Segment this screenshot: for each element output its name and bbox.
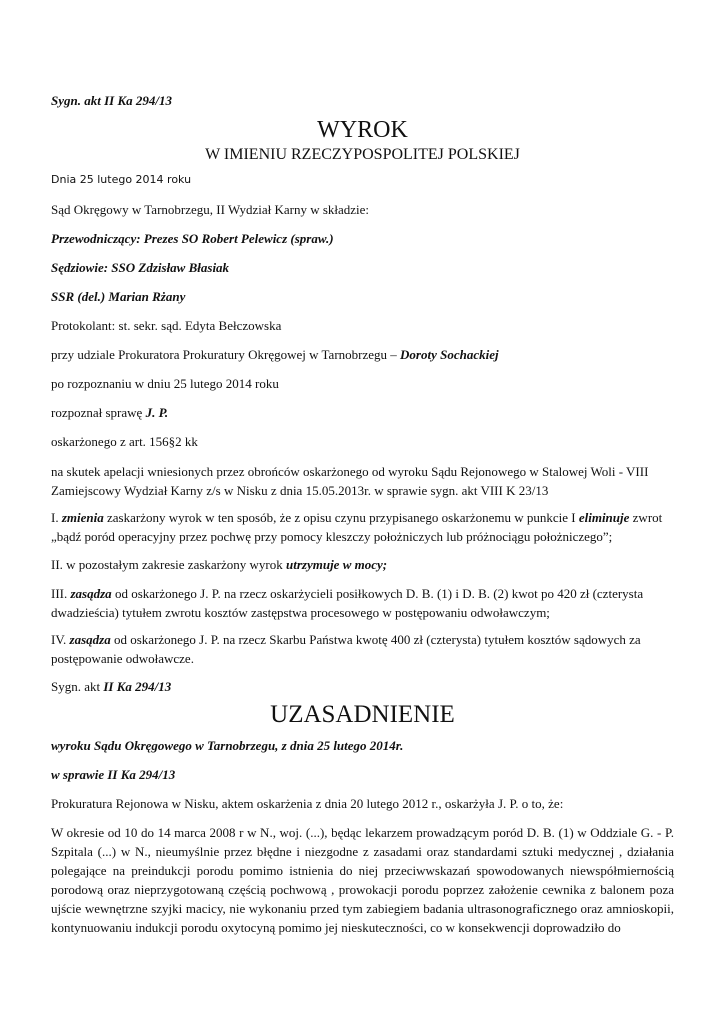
document-title: WYROK [317,117,408,143]
charge-article-line: oskarżonego z art. 156§2 kk [51,434,198,449]
point-1-verb-2: eliminuje [578,510,630,525]
verdict-point-2 [51,555,674,574]
point-2-verb: utrzymuje w mocy; [286,557,388,572]
date-line: Dnia 25 lutego 2014 roku [51,173,192,186]
appeal-paragraph: na skutek apelacji wniesionych przez obrońców oskarżonego od wyroku Sądu Rejonowego w Stalowej Woli - VIII Zamiejscowy Wydział Karny z/s w Nisku z dnia 15.05.2013r. w sprawie sygn. akt VIII K 23/13 [51,464,649,498]
point-2-text: II. w pozostałym zakresie zaskarżony wyrok [51,557,286,572]
case-name: J. P. [145,405,169,420]
point-1-number: I. [51,510,62,525]
prosecutor-line [51,345,674,364]
charge-paragraph: W okresie od 10 do 14 marca 2008 r w N., woj. (...), będąc lekarzem prowadzącym poród D. B. (1) w Oddziale G. - P. Szpitala (...) w N., nieumyślnie przez błędne i niezgodne z zasadami oraz standardami sztuki medycznej , działania polegające na preindukcji porodu pomimo istnienia do niej przeciwwskazań spowodowanych niewspółmiernością porodową oraz nieprzygotowaną częścią pochwową , prowokacji porodu poprzez założenie cewnika z balonem poza ujście wewnętrzne szyjki macicy, nie wykonaniu przed tym zabiegiem badania ultrasonograficznego oraz amnioskopii, kontynuowaniu indukcji porodu oxytocyną pomimo jej nieskuteczności, co w konsekwencji doprowadziło do [51,825,674,935]
prosecutor-prefix: przy udziale Prokuratora Prokuratury Okręgowej w Tarnobrzegu – [51,347,401,362]
verdict-point-3 [51,584,674,622]
point-4-verb: zasądza [69,632,111,647]
prosecutor-name: Doroty Sochackiej [400,347,499,362]
presiding-judge-line: Przewodniczący: Prezes SO Robert Pelewicz (spraw.) [51,231,334,246]
hearing-date-line: po rozpoznaniu w dniu 25 lutego 2014 roku [51,376,279,391]
justification-subtitle-1: wyroku Sądu Okręgowego w Tarnobrzegu, z dnia 25 lutego 2014r. [51,738,404,753]
judges-line: Sędziowie: SSO Zdzisław Błasiak [51,260,230,275]
point-3-text: od oskarżonego J. P. na rzecz oskarżycieli posiłkowych D. B. (1) i D. B. (2) kwot po 420 zł (czterysta dwadzieścia) tytułem zwrotu kosztów zastępstwa procesowego w postępowaniu odwoławczym; [51,586,644,620]
verdict-point-1 [51,508,674,546]
justification-title: UZASADNIENIE [270,701,455,728]
case-signature-top: Sygn. akt II Ka 294/13 [51,93,172,108]
signature-mid-value: II Ka 294/13 [103,679,172,694]
point-3-number: III. [51,586,71,601]
case-prefix: rozpoznał sprawę [51,405,146,420]
case-line [51,403,674,422]
court-composition-line: Sąd Okręgowy w Tarnobrzegu, II Wydział Karny w składzie: [51,202,370,217]
judge2-line: SSR (del.) Marian Rżany [51,289,186,304]
clerk-line: Protokolant: st. sekr. sąd. Edyta Bełczowska [51,318,282,333]
justification-subtitle-2: w sprawie II Ka 294/13 [51,767,176,782]
verdict-point-4 [51,630,674,668]
point-4-text: od oskarżonego J. P. na rzecz Skarbu Państwa kwotę 400 zł (czterysta) tytułem kosztów sądowych za postępowanie odwoławcze. [51,632,641,666]
point-1-verb: zmienia [61,510,104,525]
point-1-text-a: zaskarżony wyrok w ten sposób, że z opisu czynu przypisanego oskarżonemu w punkcie I [103,510,579,525]
case-signature-mid [51,677,674,696]
signature-mid-prefix: Sygn. akt [51,679,104,694]
point-1-text-b: zwrot „bądź poród operacyjny przez pochwę przy pomocy kleszczy położniczych lub próżnociągu położniczego”; [51,510,663,544]
point-3-verb: zasądza [70,586,112,601]
indictment-line: Prokuratura Rejonowa w Nisku, aktem oskarżenia z dnia 20 lutego 2012 r., oskarżyła J. P. o to, że: [51,796,564,811]
document-subtitle: W IMIENIU RZECZYPOSPOLITEJ POLSKIEJ [205,146,520,163]
point-4-number: IV. [51,632,70,647]
